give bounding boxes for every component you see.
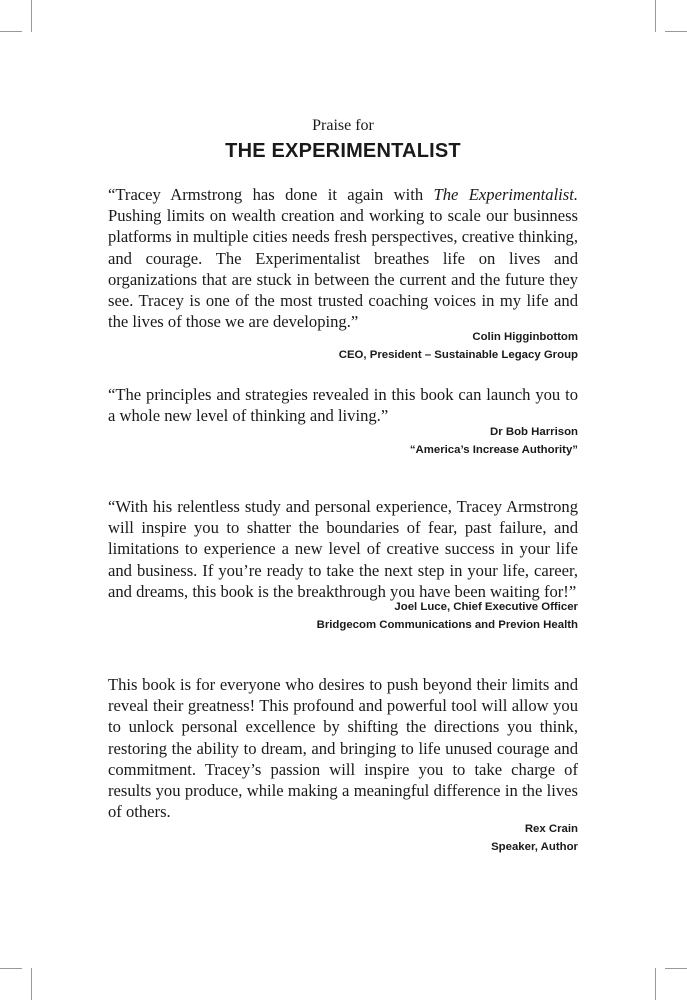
crop-mark-bottom-right	[655, 968, 656, 1000]
testimonial-role: “America’s Increase Authority”	[409, 443, 578, 456]
praise-eyebrow: Praise for	[312, 117, 374, 134]
crop-mark-bottom-right-h	[665, 968, 687, 969]
book-title: THE EXPERIMENTALIST	[225, 140, 461, 162]
crop-mark-bottom-left-h	[0, 968, 22, 969]
testimonial-name: Dr Bob Harrison	[490, 426, 578, 439]
quote-book-title: The Experimentalist.	[433, 185, 579, 204]
testimonial-4	[108, 674, 578, 856]
testimonial-quote	[108, 184, 578, 332]
testimonial-name: Joel Luce, Chief Executive Officer	[394, 601, 578, 614]
testimonial-quote: This book is for everyone who desires to push beyond their limits and reveal their greatness! This profound and powerful tool will allow you to unlock personal excellence by shifting the directions you think, restoring the ability to dream, and bringing to life unused courage and commitment. Tracey’s passion will inspire you to take charge of results you produce, while making a meaningful difference in the lives of others.	[108, 675, 578, 822]
testimonial-quote: “With his relentless study and personal experience, Tracey Armstrong will inspire you to shatter the boundaries of fear, past failure, and limitations to experience a new level of creative success in your life and business. If you’re ready to take the next step in your life, career, and dreams, this book is the breakthrough you have been waiting for!”	[108, 497, 578, 601]
crop-mark-top-right	[655, 0, 656, 32]
crop-mark-top-left-h	[0, 31, 22, 32]
crop-mark-bottom-left	[31, 968, 32, 1000]
testimonial-name: Colin Higginbottom	[472, 331, 578, 344]
testimonial-role: CEO, President – Sustainable Legacy Group	[338, 348, 578, 361]
testimonial-2	[108, 384, 578, 459]
testimonial-quote: “The principles and strategies revealed in this book can launch you to a whole new level of thinking and living.”	[108, 385, 578, 426]
testimonial-name: Rex Crain	[524, 823, 578, 836]
praise-page	[108, 116, 579, 853]
crop-mark-top-right-h	[665, 31, 687, 32]
testimonial-1	[108, 184, 578, 364]
quote-text-start: “Tracey Armstrong has done it again with	[108, 185, 434, 204]
crop-mark-top-left	[31, 0, 32, 32]
testimonial-role: Speaker, Author	[491, 840, 578, 853]
quote-text-end: Pushing limits on wealth creation and working to scale our businness platforms in multiple cities needs fresh perspectives, creative thinking, and courage. The Experimentalist breathes life on lives and organizations that are stuck in between the current and the future they see. Tracey is one of the most trusted coaching voices in my life and the lives of those we are developing.”	[108, 206, 578, 332]
testimonial-role: Bridgecom Communications and Previon Health	[316, 618, 578, 631]
testimonial-3	[108, 496, 578, 634]
